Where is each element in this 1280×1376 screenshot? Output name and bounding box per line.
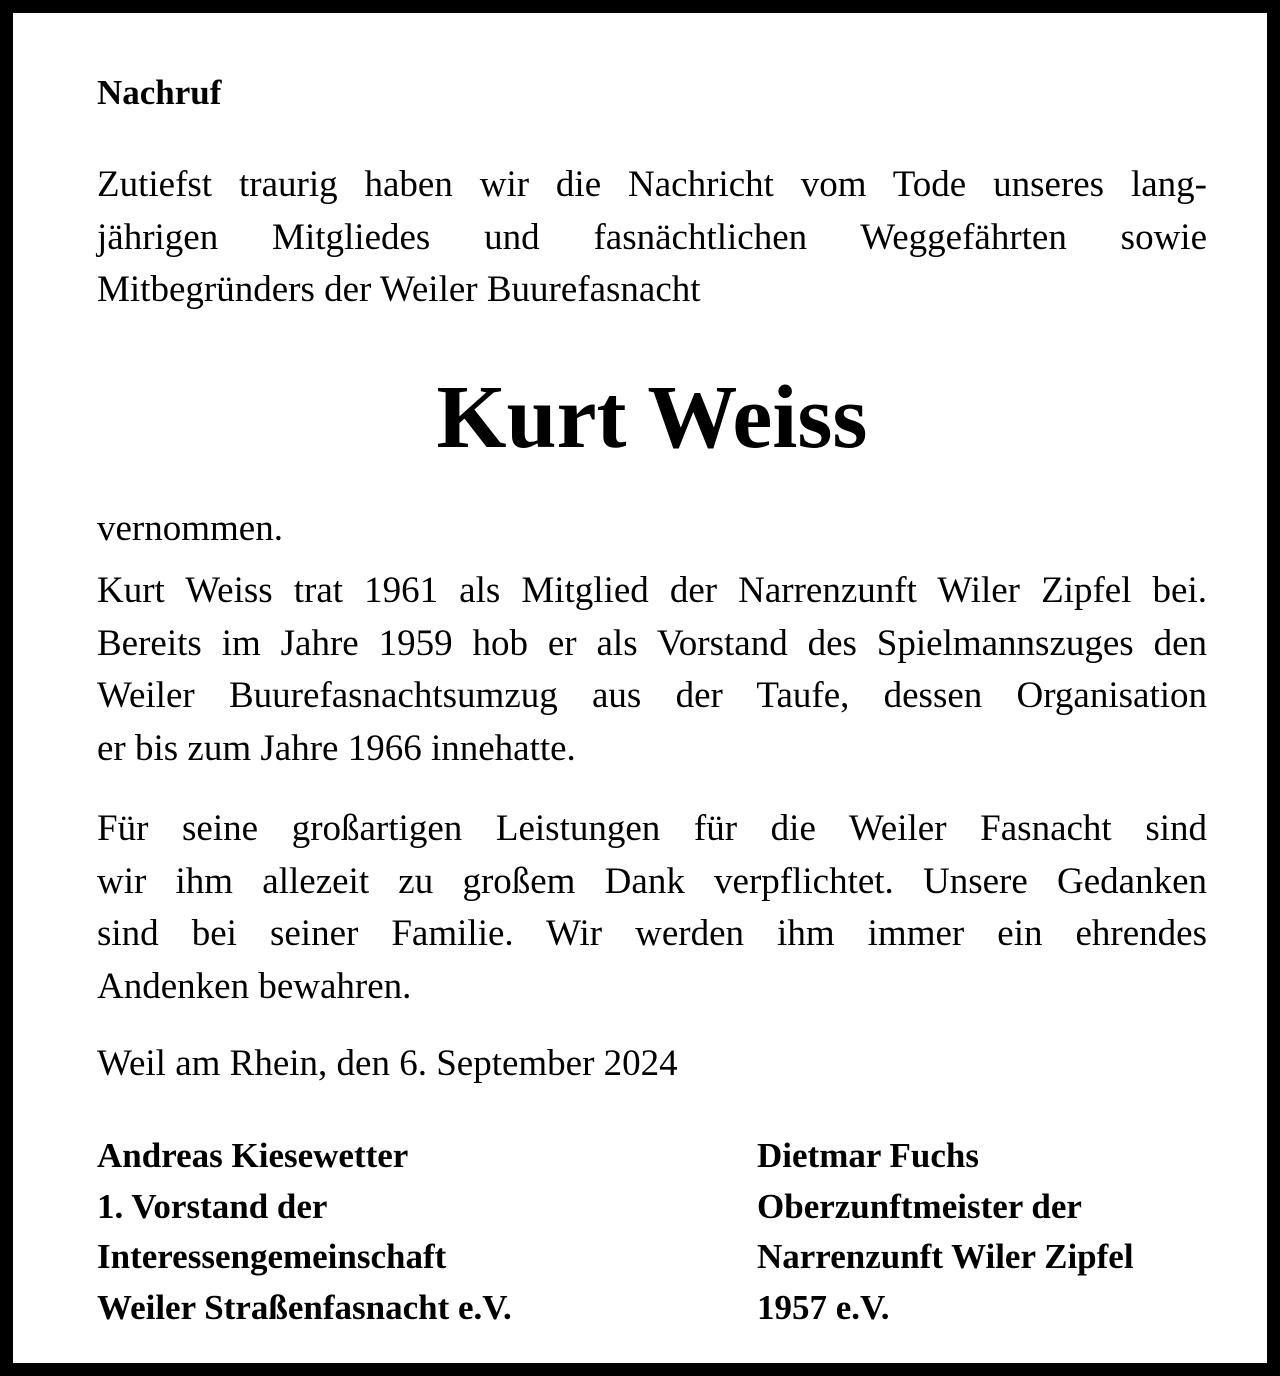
signatory-title-line: 1957 e.V. [757,1287,890,1327]
thanks-line: wir ihm allezeit zu großem Dank verpflichtet. Unsere Gedanken [97,860,1207,902]
thanks-line: sind bei seiner Familie. Wir werden ihm immer ein ehrendes [97,913,1207,954]
signatory-name: Dietmar Fuchs [757,1136,979,1175]
signatory-title-line: Interessengemeinschaft [97,1237,447,1276]
intro-paragraph [97,159,1207,317]
signatory-right [757,1131,1134,1333]
history-line: Weiler Buurefasnachtsumzug aus der Taufe, dessen Organisation [97,675,1207,716]
signatory-name: Andreas Kiesewetter [97,1136,409,1175]
heard-line: vernommen. [97,508,283,549]
intro-line: Mitbegründers der Weiler Buurefasnacht [97,269,701,310]
notice-heading: Nachruf [97,73,222,112]
intro-line: jährigen Mitgliedes und fasnächtlichen Weggefährten sowie [97,216,1207,258]
history-paragraph [97,565,1207,775]
thanks-line: Andenken bewahren. [97,965,412,1007]
signatory-left [97,1131,512,1333]
history-line: er bis zum Jahre 1966 innehatte. [97,727,576,769]
place-date [97,1038,1207,1091]
signatory-title-line: Oberzunftmeister der [757,1186,1082,1226]
thanks-paragraph [97,803,1207,1013]
heard-paragraph [97,503,1207,556]
history-line: Bereits im Jahre 1959 hob er als Vorstand des Spielmannszuges den [97,622,1207,664]
place-date-line: Weil am Rhein, den 6. September 2024 [97,1043,678,1084]
signatory-title-line: 1. Vorstand der [97,1186,328,1226]
thanks-line: Für seine großartigen Leistungen für die Weiler Fasnacht sind [97,808,1207,849]
signatory-title-line: Narrenzunft Wiler Zipfel [757,1237,1134,1276]
intro-line: Zutiefst traurig haben wir die Nachricht vom Tode unseres lang- [97,164,1207,205]
deceased-name: Kurt Weiss [436,368,868,467]
history-line: Kurt Weiss trat 1961 als Mitglied der Narrenzunft Wiler Zipfel bei. [97,570,1207,611]
signatory-title-line: Weiler Straßenfasnacht e.V. [97,1287,512,1327]
